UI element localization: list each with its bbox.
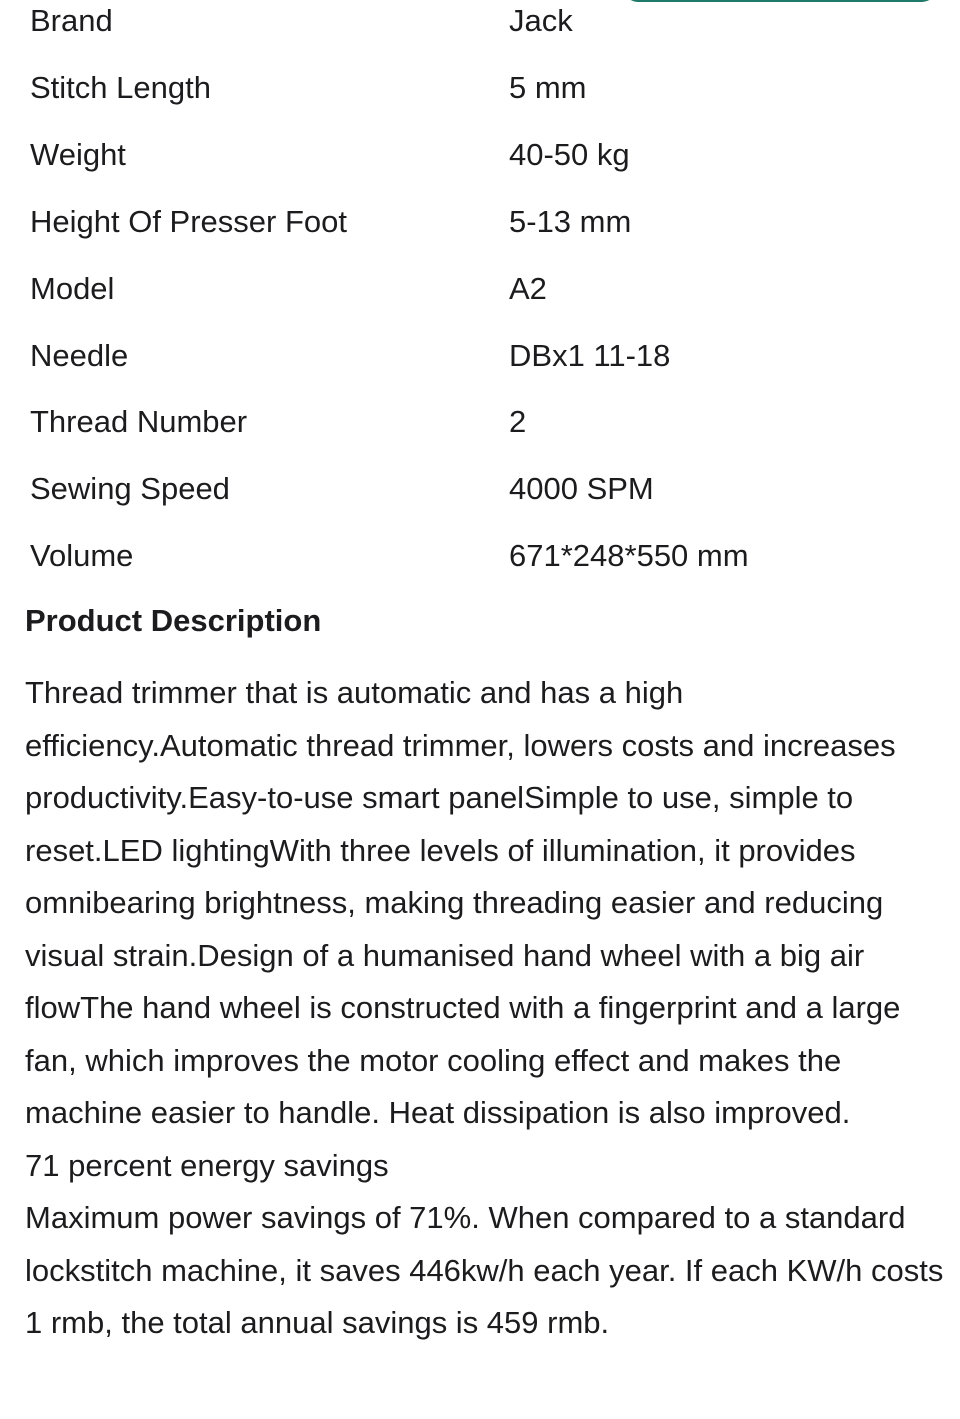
spec-row-needle [0,335,960,402]
spec-value: 671*248*550 mm [509,538,749,573]
spec-label: Model [30,271,115,306]
spec-label: Sewing Speed [30,471,230,506]
description-paragraph: Thread trimmer that is automatic and has a high efficiency.Automatic thread trimmer, lowers costs and increases productivity.Easy-to-use smart panelSimple to use, simple to reset.LED lightingWith three levels of illumination, it provides omnibearing brightness, making threading easier and reducing visual strain.Design of a humanised hand wheel with a big air flowThe hand wheel is constructed with a fingerprint and a large fan, which improves the motor cooling effect and makes the machine easier to handle. Heat dissipation is also improved. [25,675,901,1130]
spec-label: Needle [30,338,129,373]
spec-value: 5 mm [509,70,587,105]
spec-label: Height Of Presser Foot [30,204,348,239]
spec-value: DBx1 11-18 [509,338,671,373]
spec-value: A2 [509,271,547,306]
spec-label: Brand [30,3,113,38]
spec-row-model [0,268,960,335]
description-paragraph: Maximum power savings of 71%. When compared to a standard lockstitch machine, it saves 446kw/h each year. If each KW/h costs 1 rmb, the total annual savings is 459 rmb. [25,1200,944,1340]
spec-row-volume [0,535,960,602]
section-title: Product Description [25,603,322,638]
description-paragraph: 71 percent energy savings [25,1147,389,1183]
spec-row-sewing-speed [0,468,960,535]
spec-row-presser-foot-height [0,201,960,268]
spec-label: Weight [30,137,126,172]
spec-value: 5-13 mm [509,204,632,239]
spec-value: 2 [509,404,527,439]
spec-row-brand [0,0,960,67]
spec-value: Jack [509,3,573,38]
product-description [25,667,950,1350]
spec-label: Thread Number [30,404,248,439]
spec-row-stitch-length [0,67,960,134]
spec-label: Volume [30,538,134,573]
spec-row-thread-number [0,401,960,468]
spec-row-weight [0,134,960,201]
spec-label: Stitch Length [30,70,211,105]
spec-value: 4000 SPM [509,471,654,506]
spec-value: 40-50 kg [509,137,630,172]
